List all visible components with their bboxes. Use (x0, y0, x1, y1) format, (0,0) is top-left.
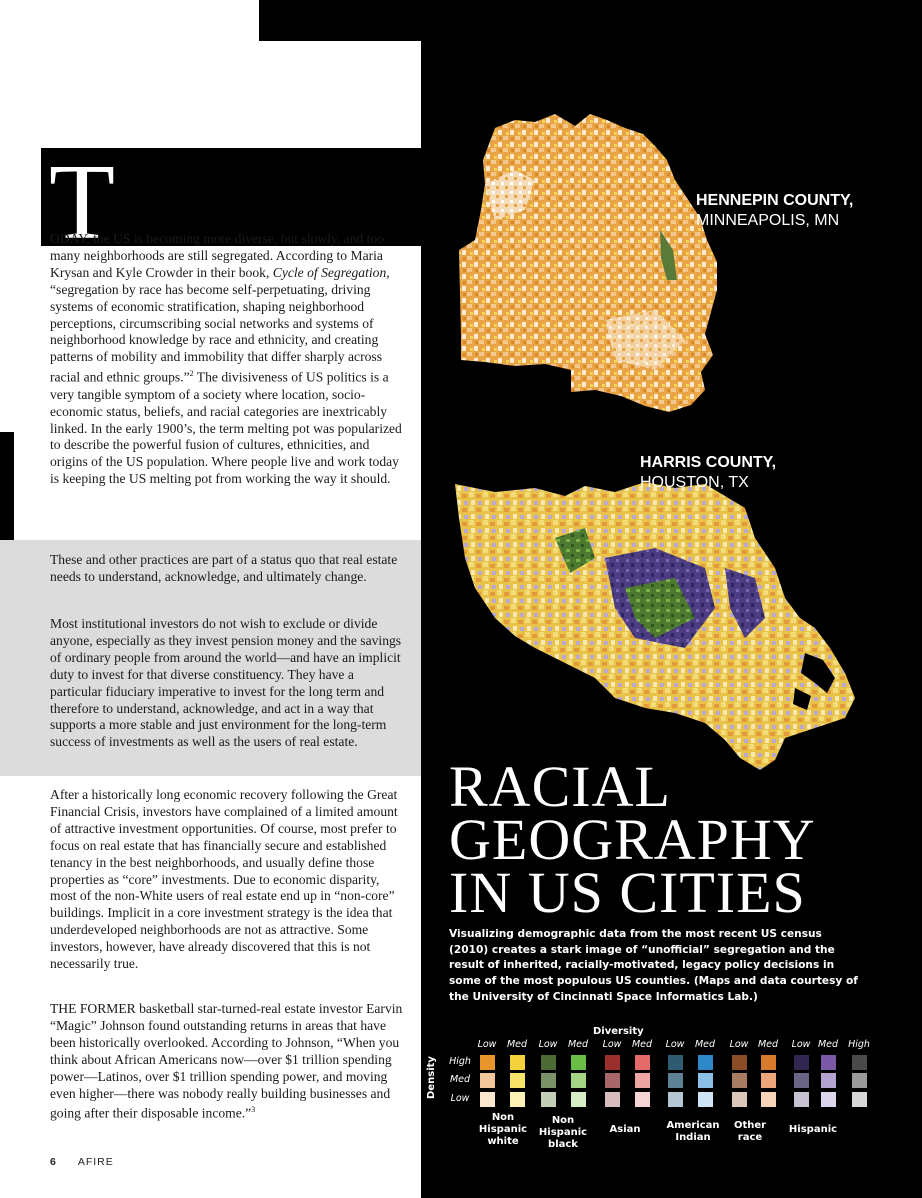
diversity-level-label: Low (791, 1039, 811, 1050)
legend-swatch (761, 1092, 776, 1107)
drop-cap: T (49, 143, 115, 262)
paragraph-intro (50, 231, 405, 488)
title-line-3: IN US CITIES (449, 860, 806, 925)
legend-swatch (541, 1055, 556, 1070)
publication-name: AFIRE (77, 1156, 114, 1168)
legend-swatch (668, 1092, 683, 1107)
diversity-level-label: Med (567, 1039, 589, 1050)
diversity-level-label: High (848, 1039, 870, 1050)
density-level-label: High (449, 1056, 471, 1067)
legend-swatch (635, 1055, 650, 1070)
page-number: 6 (50, 1156, 56, 1168)
legend-swatch (794, 1055, 809, 1070)
diversity-level-label: Med (506, 1039, 528, 1050)
legend-swatch (510, 1073, 525, 1088)
harris-county-name: HARRIS COUNTY, (640, 454, 777, 471)
legend-swatch (698, 1055, 713, 1070)
diversity-level-label: Low (538, 1039, 558, 1050)
legend-swatch (852, 1092, 867, 1107)
paragraph-johnson (50, 1001, 405, 1123)
hennepin-city: MINNEAPOLIS, MN (696, 212, 840, 229)
legend-group-other: Other race (733, 1120, 767, 1143)
legend-swatch (668, 1055, 683, 1070)
legend-swatch (668, 1073, 683, 1088)
book-title: Cycle of Segregation (272, 264, 387, 280)
legend-swatch (761, 1073, 776, 1088)
page-footer (50, 1156, 114, 1168)
legend-swatch (852, 1073, 867, 1088)
density-level-label: Med (449, 1074, 471, 1085)
legend-group-white: Non Hispanic white (478, 1112, 528, 1147)
legend-swatch (635, 1073, 650, 1088)
legend-swatch (732, 1055, 747, 1070)
legend-swatch (571, 1055, 586, 1070)
diversity-level-label: Low (602, 1039, 622, 1050)
legend-swatch (821, 1055, 836, 1070)
legend-swatch (541, 1092, 556, 1107)
density-level-label: Low (450, 1093, 470, 1104)
legend-swatch (852, 1055, 867, 1070)
callout-paragraph-2 (50, 616, 405, 751)
legend-swatch (698, 1092, 713, 1107)
intro-text-rest: , “segregation by race has become self-perpetuating, driving systems of economic stratification, shaping neighborhood perceptions, circumscribing social networks and systems of neighborhood knowledge by race and ethnicity, and creating patterns of mobility and immobility that differ sharply across racial and ethnic groups.” (50, 264, 390, 385)
legend-swatch (571, 1073, 586, 1088)
legend-swatch (732, 1073, 747, 1088)
harris-label (640, 453, 776, 493)
investors-text: After a historically long economic recovery following the Great Financial Crisis, investors have complained of a limited amount of attractive investment opportunities. Of course, most prefer to focus on real estate that has financially secure and established tenancy in the best neighborhoods, and usually define those properties as “core” investments. Due to economic disparity, most of the non-White users of real estate end up in “non-core” buildings. Implicit in a core investment strategy is the idea that underdeveloped neighborhoods are not as attractive. Some investors, however, have already discovered that this is not necessarily true. (50, 787, 398, 972)
title-line-1: RACIAL (449, 754, 671, 819)
intro-text-end: The divisiveness of US politics is a very tangible symptom of a society where location, socio-economic status, beliefs, and racial categories are inextricably linked. In the early 1900’s, the term melting pot was popularized to describe the powerful fusion of cultures, ethnicities, and origins of the US population. Where people live and work today is keeping the US melting pot from working the way it should. (50, 369, 402, 487)
intro-text-lead: ODAY, the US is becoming more diverse, but slowly, and too many neighborhoods are still segregated. According to Maria Krysan and Kyle Crowder in their book, (50, 231, 385, 280)
diversity-level-label: Med (694, 1039, 716, 1050)
legend-group-american-indian: American Indian (666, 1120, 720, 1143)
diversity-level-label: Low (477, 1039, 497, 1050)
diversity-level-label: Med (631, 1039, 653, 1050)
header-black-bar (259, 0, 922, 41)
legend-swatch (794, 1092, 809, 1107)
legend-swatch (510, 1055, 525, 1070)
legend-swatch (732, 1092, 747, 1107)
legend-diversity-label: Diversity (593, 1026, 644, 1037)
legend-swatch (571, 1092, 586, 1107)
legend-swatch (821, 1092, 836, 1107)
legend-swatch (794, 1073, 809, 1088)
callout-text-1: These and other practices are part of a status quo that real estate needs to understand, acknowledge, and ultimately change. (50, 552, 398, 584)
legend-swatch (480, 1092, 495, 1107)
hennepin-label (696, 191, 853, 231)
intro-first-line-shadow (50, 231, 405, 248)
legend-density-label: Density (425, 1056, 437, 1099)
hennepin-county-map (455, 100, 725, 415)
callout-paragraph-1 (50, 552, 405, 586)
paragraph-investors (50, 787, 405, 973)
diversity-level-label: Med (757, 1039, 779, 1050)
legend (425, 1020, 878, 1155)
hennepin-county-name: HENNEPIN COUNTY, (696, 192, 854, 209)
diversity-level-label: Low (665, 1039, 685, 1050)
legend-group-black: Non Hispanic black (538, 1115, 588, 1150)
footnote-ref-3: 3 (251, 1105, 256, 1115)
legend-swatch (635, 1092, 650, 1107)
feature-title (449, 754, 909, 925)
feature-caption: Visualizing demographic data from the most recent US census (2010) creates a stark image of “unofficial” segregation and the result of inherited, racially-motivated, legacy policy decisions in some of the most populous US counties. (Maps and data courtesy of the University of Cincinnati Space Informatics Lab.) (449, 928, 858, 1003)
diversity-level-label: Med (817, 1039, 839, 1050)
legend-swatch (698, 1073, 713, 1088)
diversity-level-label: Low (729, 1039, 749, 1050)
legend-group-hispanic: Hispanic (788, 1124, 838, 1135)
legend-swatch (510, 1092, 525, 1107)
legend-swatch (480, 1055, 495, 1070)
legend-swatch (605, 1055, 620, 1070)
harris-county-map (455, 478, 865, 778)
legend-swatch (541, 1073, 556, 1088)
legend-swatch (761, 1055, 776, 1070)
legend-swatch (480, 1073, 495, 1088)
legend-swatch (605, 1092, 620, 1107)
harris-city: HOUSTON, TX (640, 474, 749, 491)
legend-group-asian: Asian (609, 1124, 641, 1135)
legend-swatch (605, 1073, 620, 1088)
title-line-2: GEOGRAPHY (449, 807, 816, 872)
johnson-text: THE FORMER basketball star-turned-real estate investor Earvin “Magic” Johnson found outstanding returns in areas that have been historically overlooked. According to Johnson, “When you think about African Americans now—over $1 trillion spending power—Latinos, over $1 trillion spending power, and moving even higher—there was nobody really building businesses and going after their disposable income.” (50, 1001, 403, 1121)
callout-text-2: Most institutional investors do not wish to exclude or divide anyone, especially as they invest pension money and the savings of ordinary people from around the world—and have an implicit duty to invest for that diverse constituency. They have a particular fiduciary imperative to invest for the long term and therefore to understand, acknowledge, and act in a way that supports a more stable and just environment for the long-term success of investments as well as the users of real estate. (50, 616, 402, 750)
footnote-ref-2: 2 (189, 369, 194, 379)
legend-swatch (821, 1073, 836, 1088)
